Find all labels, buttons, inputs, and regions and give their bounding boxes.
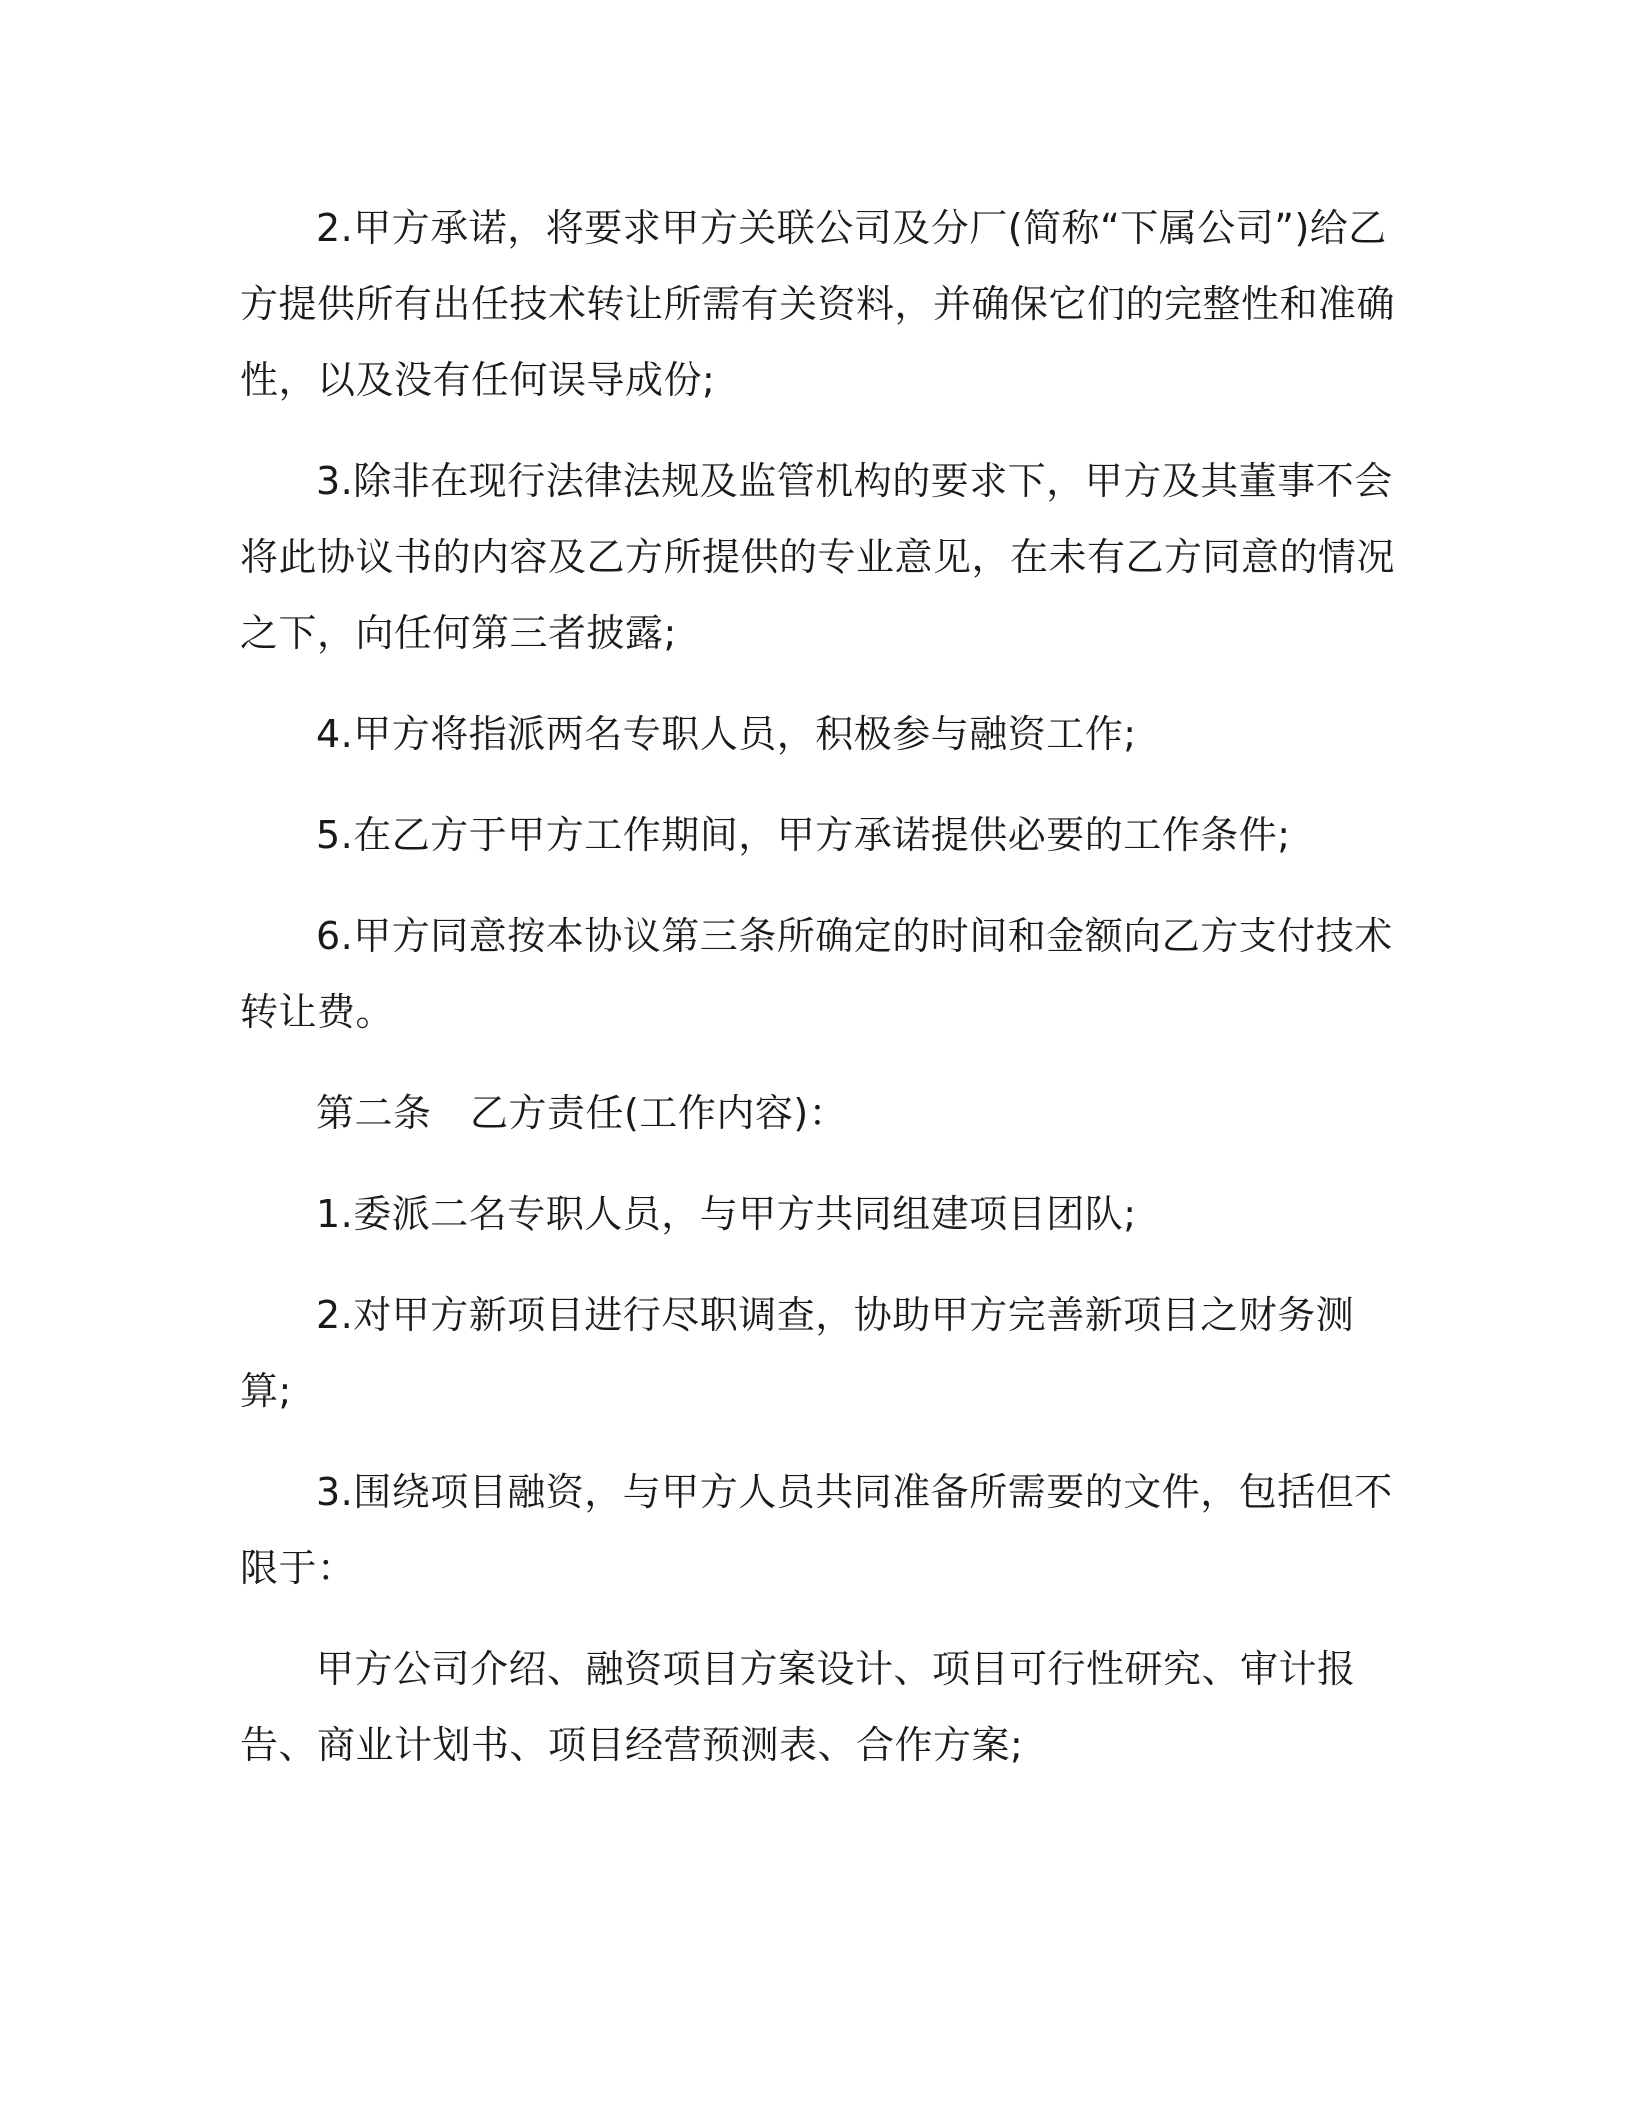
document-body bbox=[240, 190, 1400, 1808]
clause-party-b-document-list: 甲方公司介绍、融资项目方案设计、项目可行性研究、审计报告、商业计划书、项目经营预测表、合作方案; bbox=[240, 1647, 1356, 1767]
clause-party-a-item-2: 2.甲方承诺，将要求甲方关联公司及分厂(简称“下属公司”)给乙方提供所有出任技术转让所需有关资料，并确保它们的完整性和准确性，以及没有任何误导成份; bbox=[240, 206, 1396, 402]
clause-party-a-item-5: 5.在乙方于甲方工作期间，甲方承诺提供必要的工作条件; bbox=[316, 813, 1291, 857]
clause-party-b-item-2: 2.对甲方新项目进行尽职调查，协助甲方完善新项目之财务测算; bbox=[240, 1293, 1355, 1413]
clause-party-a-item-6: 6.甲方同意按本协议第三条所确定的时间和金额向乙方支付技术转让费。 bbox=[240, 914, 1393, 1034]
article-2-heading: 第二条 乙方责任(工作内容)： bbox=[316, 1091, 848, 1135]
clause-party-a-item-3: 3.除非在现行法律法规及监管机构的要求下，甲方及其董事不会将此协议书的内容及乙方所提供的专业意见，在未有乙方同意的情况之下，向任何第三者披露; bbox=[240, 459, 1396, 655]
clause-party-b-item-1: 1.委派二名专职人员，与甲方共同组建项目团队; bbox=[316, 1192, 1137, 1236]
clause-party-b-item-3: 3.围绕项目融资，与甲方人员共同准备所需要的文件，包括但不限于： bbox=[240, 1470, 1393, 1590]
clause-party-a-item-4: 4.甲方将指派两名专职人员，积极参与融资工作; bbox=[316, 712, 1137, 756]
